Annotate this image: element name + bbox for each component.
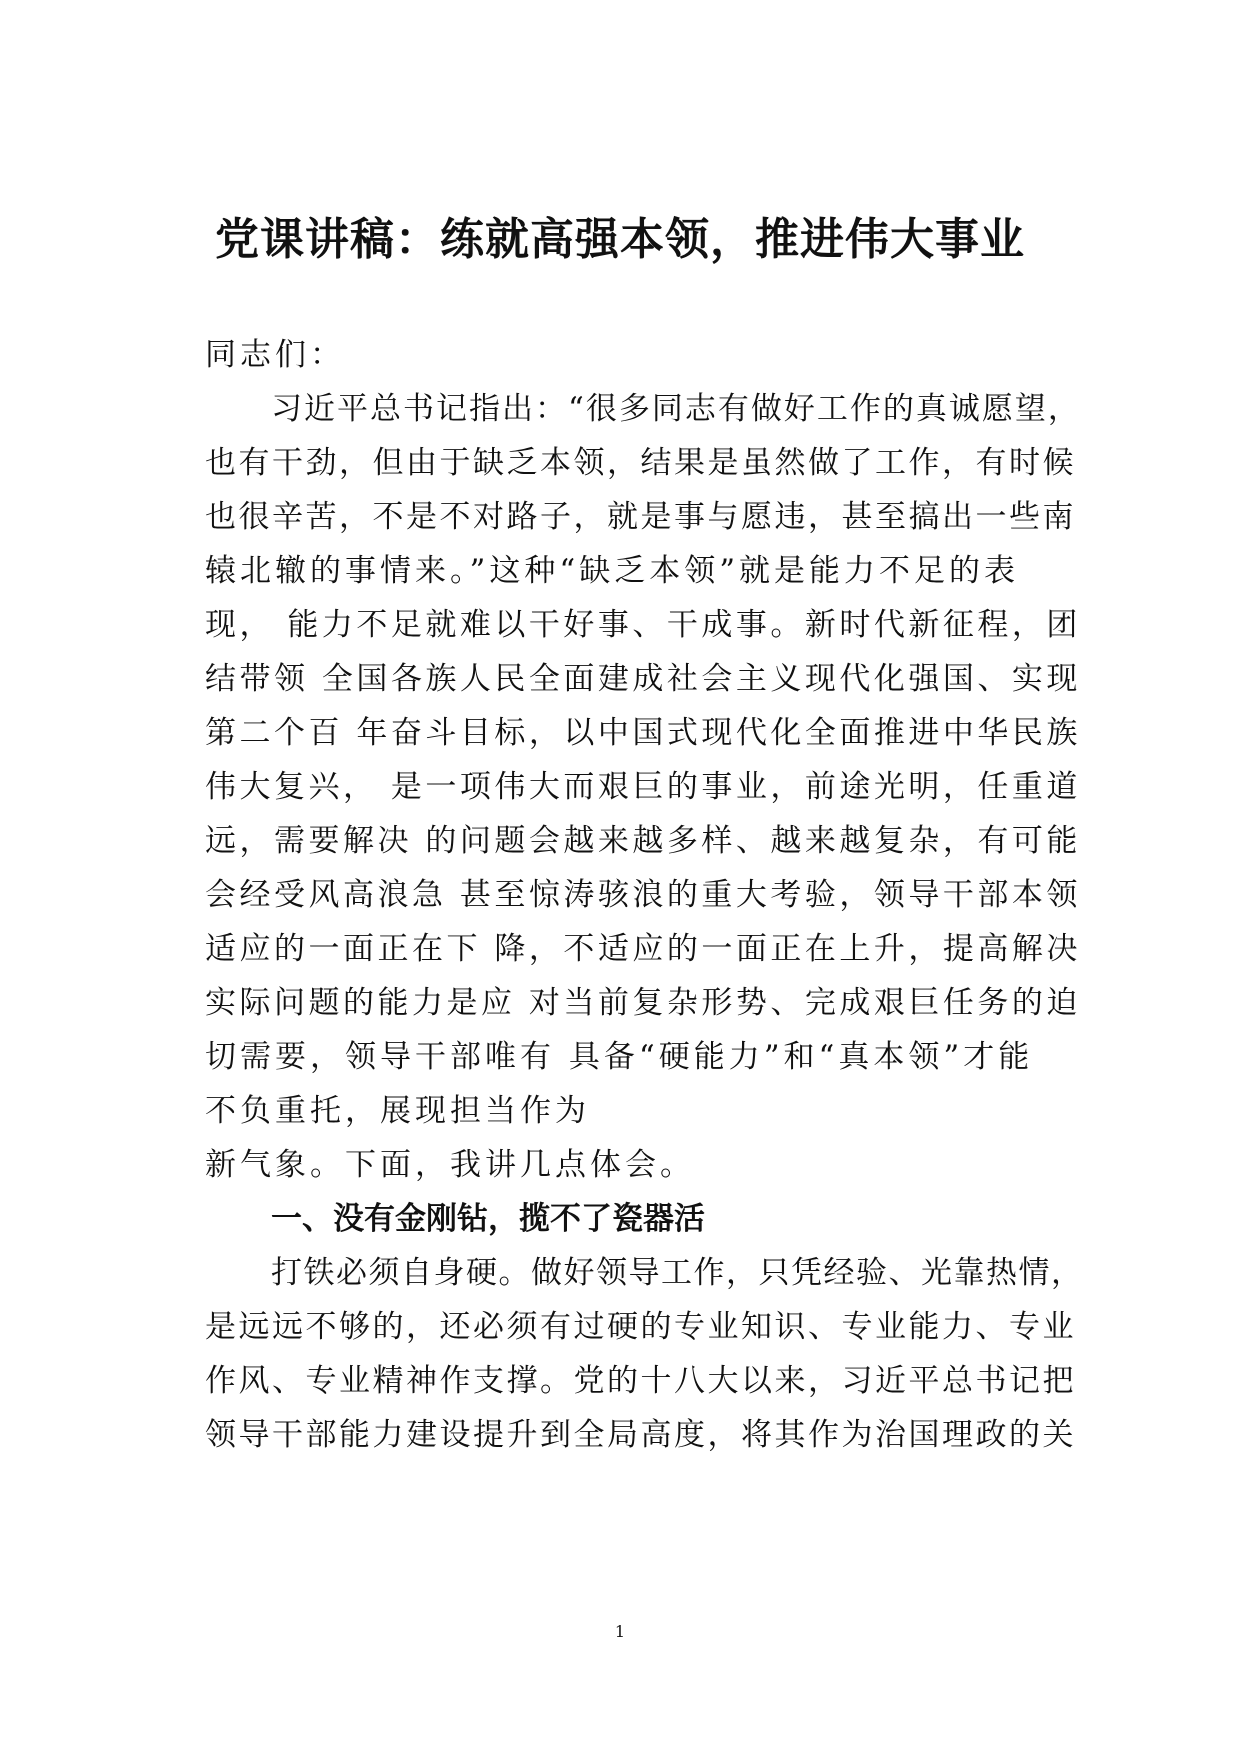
text-line: 打铁必须自身硬。做好领导工作，只凭经验、光靠热情， — [271, 1255, 1084, 1291]
text-line: 辕北辙的事情来。”这种“缺乏本领”就是能力不足的表 — [205, 553, 1020, 589]
text-line: 新气象。下面，我讲几点体会。 — [205, 1147, 695, 1183]
text-line: 习近平总书记指出：“很多同志有做好工作的真诚愿望， — [271, 391, 1081, 427]
text-line: 不负重托，展现担当作为 — [205, 1093, 590, 1129]
text-line: 实际问题的能力是应 对当前复杂形势、完成艰巨任务的迫 — [205, 985, 1081, 1021]
text-line: 远，需要解决 的问题会越来越多样、越来越复杂，有可能 — [205, 823, 1081, 859]
text-line: 领导干部能力建设提升到全局高度，将其作为治国理政的关 — [205, 1417, 1076, 1453]
section-heading: 一、没有金刚钻，揽不了瓷器活 — [271, 1201, 705, 1237]
text-line: 切需要，领导干部唯有 具备“硬能力”和“真本领”才能 — [205, 1039, 1034, 1075]
text-line: 现， 能力不足就难以干好事、干成事。新时代新征程，团 — [205, 607, 1081, 643]
text-line: 第二个百 年奋斗目标，以中国式现代化全面推进中华民族 — [205, 715, 1081, 751]
text-line: 适应的一面正在下 降，不适应的一面正在上升，提高解决 — [205, 931, 1081, 967]
text-line: 同志们： — [205, 337, 345, 373]
text-line: 也很辛苦，不是不对路子，就是事与愿违，甚至搞出一些南 — [205, 499, 1076, 535]
text-line: 结带领 全国各族人民全面建成社会主义现代化强国、实现 — [205, 661, 1081, 697]
text-line: 是远远不够的，还必须有过硬的专业知识、专业能力、专业 — [205, 1309, 1076, 1345]
text-line: 也有干劲，但由于缺乏本领，结果是虽然做了工作，有时候 — [205, 445, 1076, 481]
text-line: 会经受风高浪急 甚至惊涛骇浪的重大考验，领导干部本领 — [205, 877, 1081, 913]
text-line: 作风、专业精神作支撑。党的十八大以来，习近平总书记把 — [205, 1363, 1076, 1399]
page-number: 1 — [614, 1622, 626, 1641]
document-body — [205, 328, 1085, 1462]
text-line: 伟大复兴， 是一项伟大而艰巨的事业，前途光明，任重道 — [205, 769, 1081, 805]
document-title: 党课讲稿：练就高强本领，推进伟大事业 — [215, 214, 1025, 265]
